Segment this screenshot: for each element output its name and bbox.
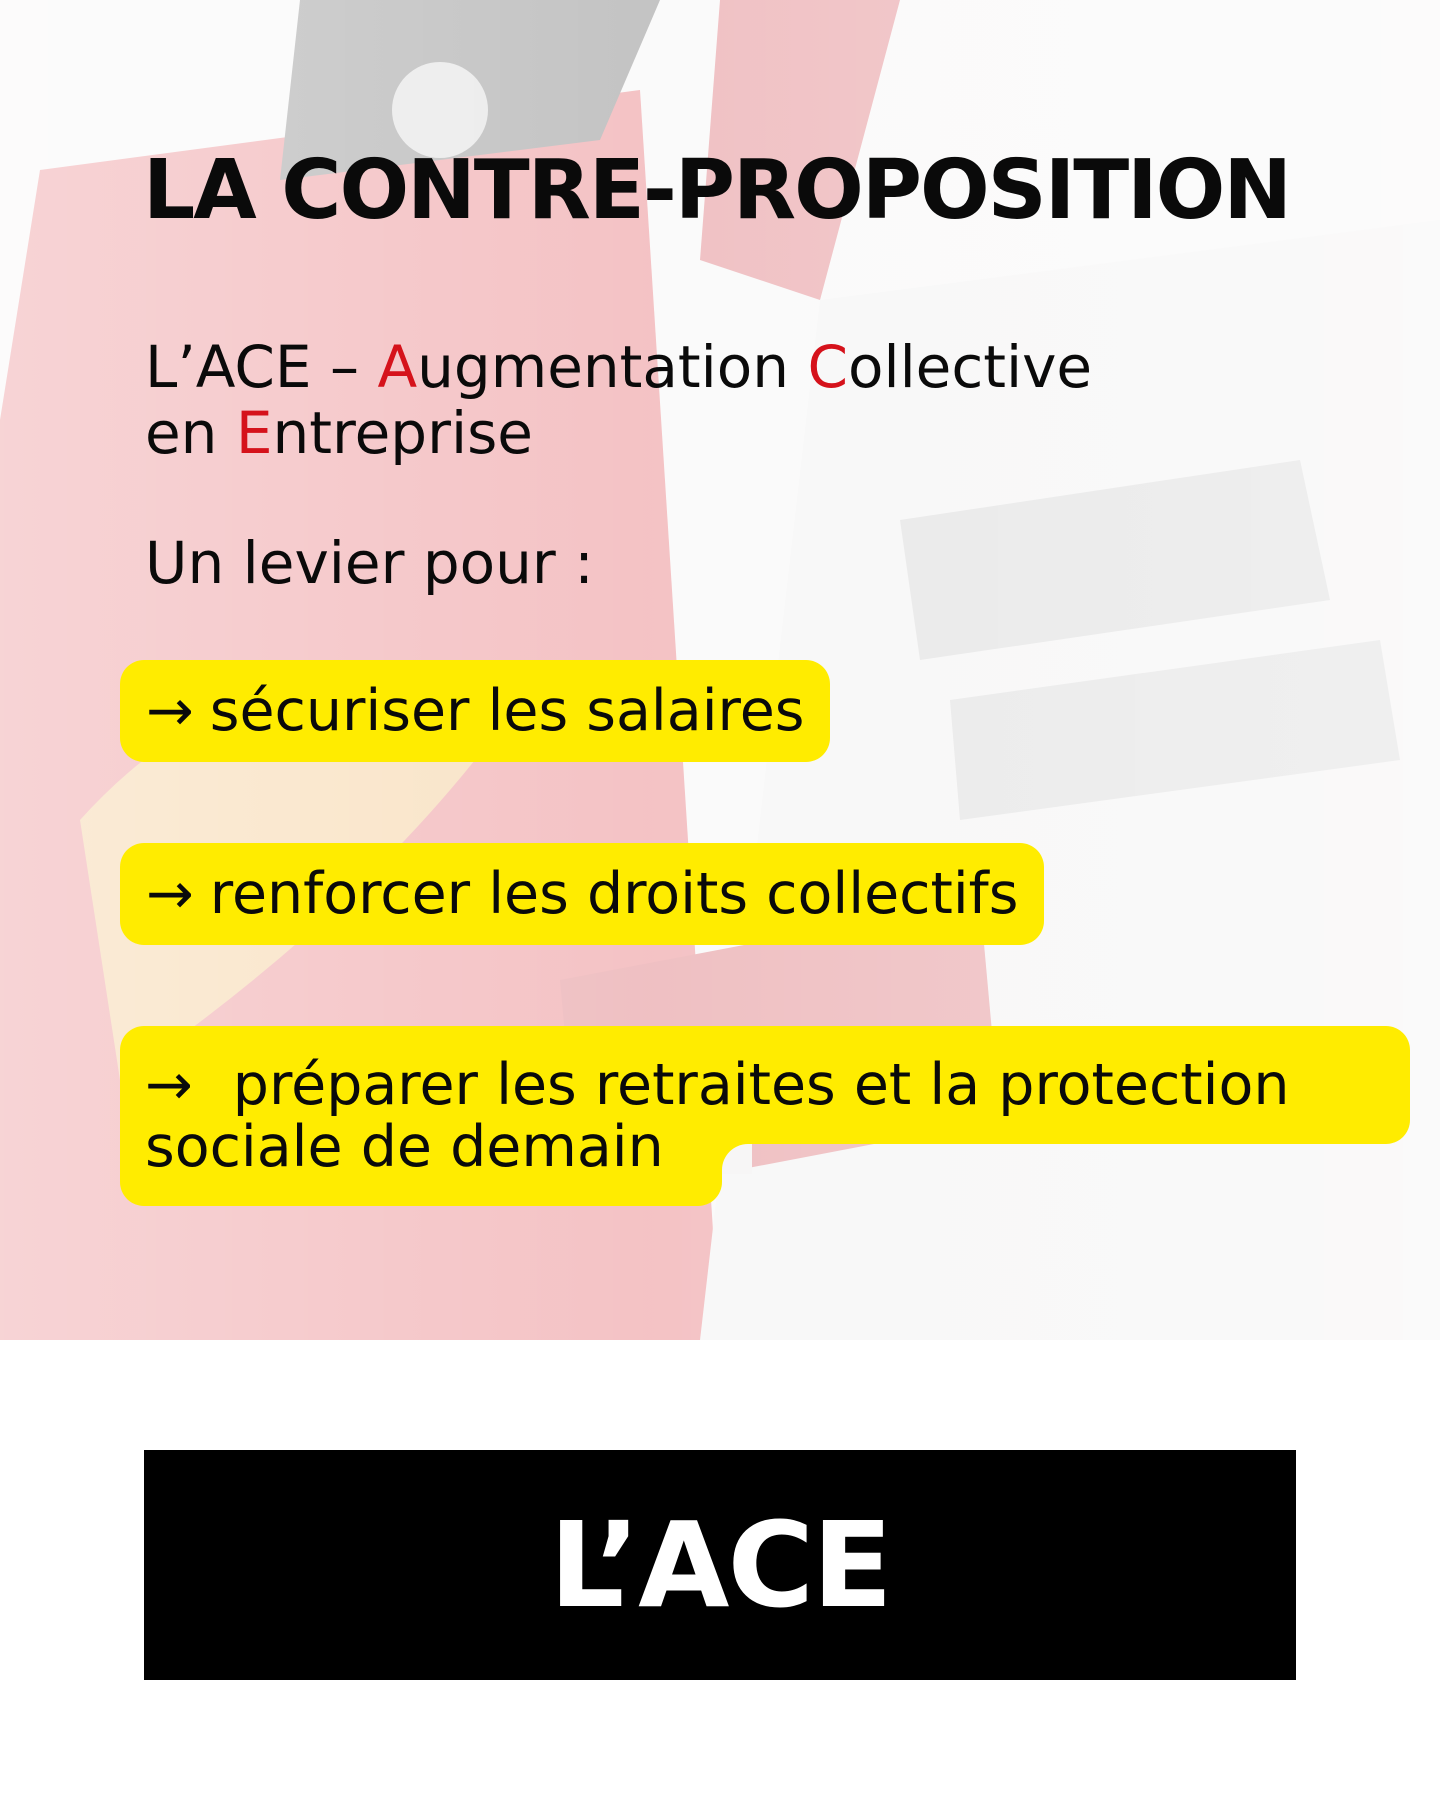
definition-word-augmentation: ugmentation xyxy=(417,333,808,401)
arrow-right-icon: → xyxy=(145,1052,193,1118)
highlight-item-droits xyxy=(120,843,1044,945)
banner-label: L’ACE xyxy=(549,1496,891,1634)
highlight-item-retraites xyxy=(145,1054,1405,1178)
ace-definition xyxy=(145,334,1345,466)
ace-banner xyxy=(144,1450,1296,1680)
red-letter-c: C xyxy=(807,333,848,401)
red-letter-a: A xyxy=(377,333,418,401)
definition-word-entreprise: ntreprise xyxy=(272,399,533,467)
item-text: renforcer les droits collectifs xyxy=(209,861,1019,927)
red-letter-e: E xyxy=(235,399,273,467)
item-text: sécuriser les salaires xyxy=(209,678,805,744)
lever-heading: Un levier pour : xyxy=(145,529,594,597)
arrow-right-icon: → xyxy=(146,861,194,927)
definition-prefix: L’ACE – xyxy=(145,333,378,401)
page-title: LA CONTRE-PROPOSITION xyxy=(143,143,1290,238)
arrow-right-icon: → xyxy=(146,678,194,744)
item-text: préparer les retraites et la protection sociale de demain xyxy=(145,1052,1290,1180)
definition-word-collective: ollective xyxy=(847,333,1093,401)
definition-word-en: en xyxy=(145,399,236,467)
highlight-item-salaires xyxy=(120,660,830,762)
